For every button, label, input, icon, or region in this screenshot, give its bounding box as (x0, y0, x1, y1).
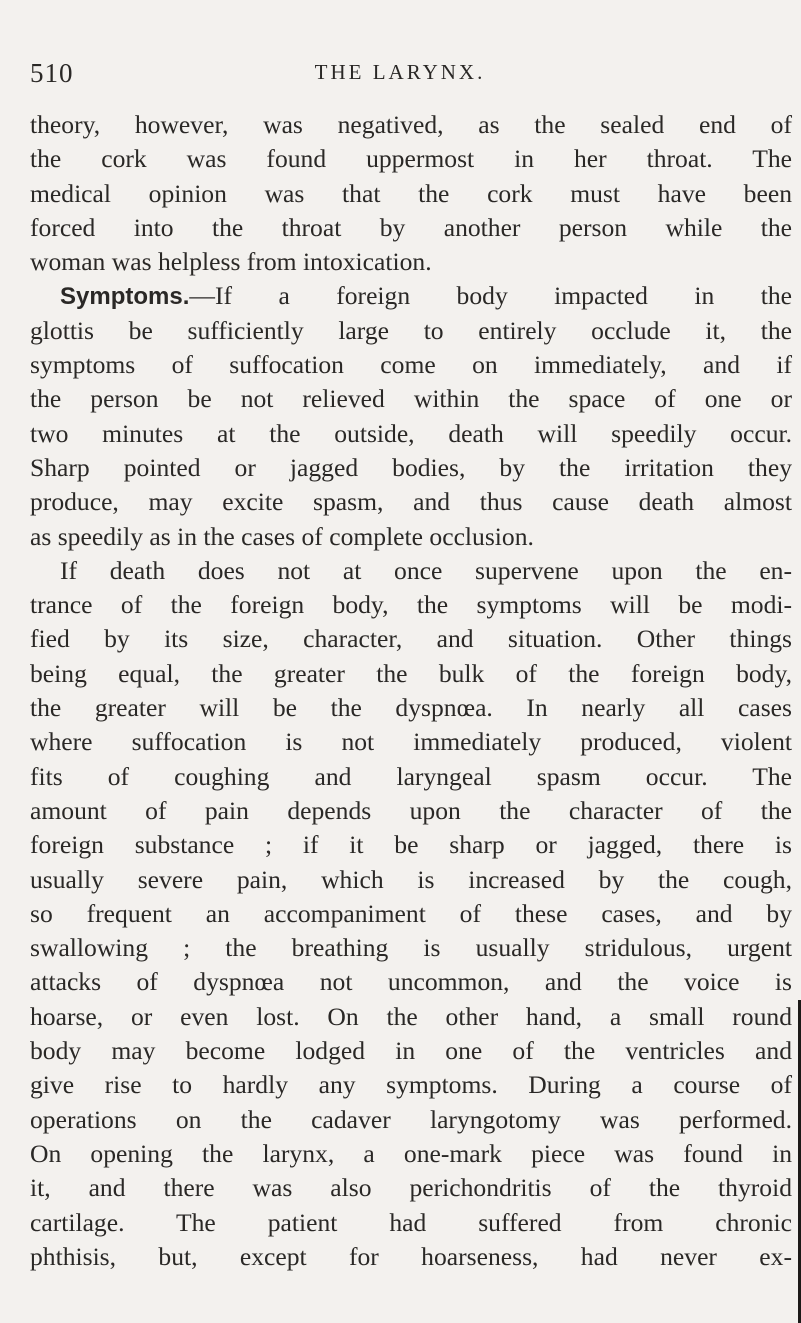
text-line: glottis be sufficiently large to entirely occlude it, the (30, 315, 792, 345)
text-line: the greater will be the dyspnœa. In nearly all cases (30, 693, 792, 723)
text-line: the cork was found uppermost in her throat. The (30, 144, 792, 174)
section-heading: Symptoms. (60, 283, 190, 311)
text-line: where suffocation is not immediately produced, violent (30, 727, 792, 757)
text-line: symptoms of suffocation come on immediately, and if (30, 350, 792, 380)
text-line: operations on the cadaver laryngotomy was performed. (30, 1104, 792, 1134)
text-line: woman was helpless from intoxication. (30, 247, 432, 277)
text-line: body may become lodged in one of the ventricles and (30, 1036, 792, 1066)
text-line: forced into the throat by another person while the (30, 212, 792, 242)
text-line: the person be not relieved within the space of one or (30, 384, 792, 414)
page-number: 510 (30, 58, 74, 88)
text-line: give rise to hardly any symptoms. During a course of (30, 1070, 792, 1100)
text-line: trance of the foreign body, the symptoms will be modi- (30, 590, 792, 620)
text-line: swallowing ; the breathing is usually stridulous, urgent (30, 933, 792, 963)
text-line: hoarse, or even lost. On the other hand, a small round (30, 1001, 792, 1031)
text-line: amount of pain depends upon the character of the (30, 795, 792, 825)
text-line: attacks of dyspnœa not uncommon, and the voice is (30, 967, 792, 997)
text-line: two minutes at the outside, death will speedily occur. (30, 418, 792, 448)
text-line: cartilage. The patient had suffered from chronic (30, 1207, 792, 1237)
paragraph-3 (30, 554, 792, 1274)
text-line: it, and there was also perichondritis of the thyroid (30, 1173, 792, 1203)
text-line: so frequent an accompaniment of these cases, and by (30, 898, 792, 928)
running-title: THE LARYNX. (314, 60, 486, 84)
text-line: foreign substance ; if it be sharp or jagged, there is (30, 830, 792, 860)
text-line: theory, however, was negatived, as the sealed end of (30, 110, 792, 139)
text-line (30, 279, 792, 313)
text-line: usually severe pain, which is increased by the cough, (30, 864, 792, 894)
text-line: phthisis, but, except for hoarseness, had never ex- (30, 1241, 792, 1271)
running-head (30, 58, 770, 92)
text-line: If death does not at once supervene upon the en- (60, 555, 792, 585)
text-line: Sharp pointed or jagged bodies, by the irritation they (30, 452, 792, 482)
text-line: produce, may excite spasm, and thus cause death almost (30, 487, 792, 517)
text-line: On opening the larynx, a one-mark piece was found in (30, 1138, 792, 1168)
text-line: as speedily as in the cases of complete occlusion. (30, 521, 534, 551)
text-line: fits of coughing and laryngeal spasm occur. The (30, 761, 792, 791)
paragraph-1 (30, 108, 792, 279)
text-line: being equal, the greater the bulk of the foreign body, (30, 658, 792, 688)
paragraph-symptoms (30, 279, 792, 553)
text-run: —If a foreign body impacted in the (189, 281, 792, 311)
text-line: fied by its size, character, and situation. Other things (30, 624, 792, 654)
body-text (30, 108, 792, 1274)
text-line: medical opinion was that the cork must have been (30, 178, 792, 208)
